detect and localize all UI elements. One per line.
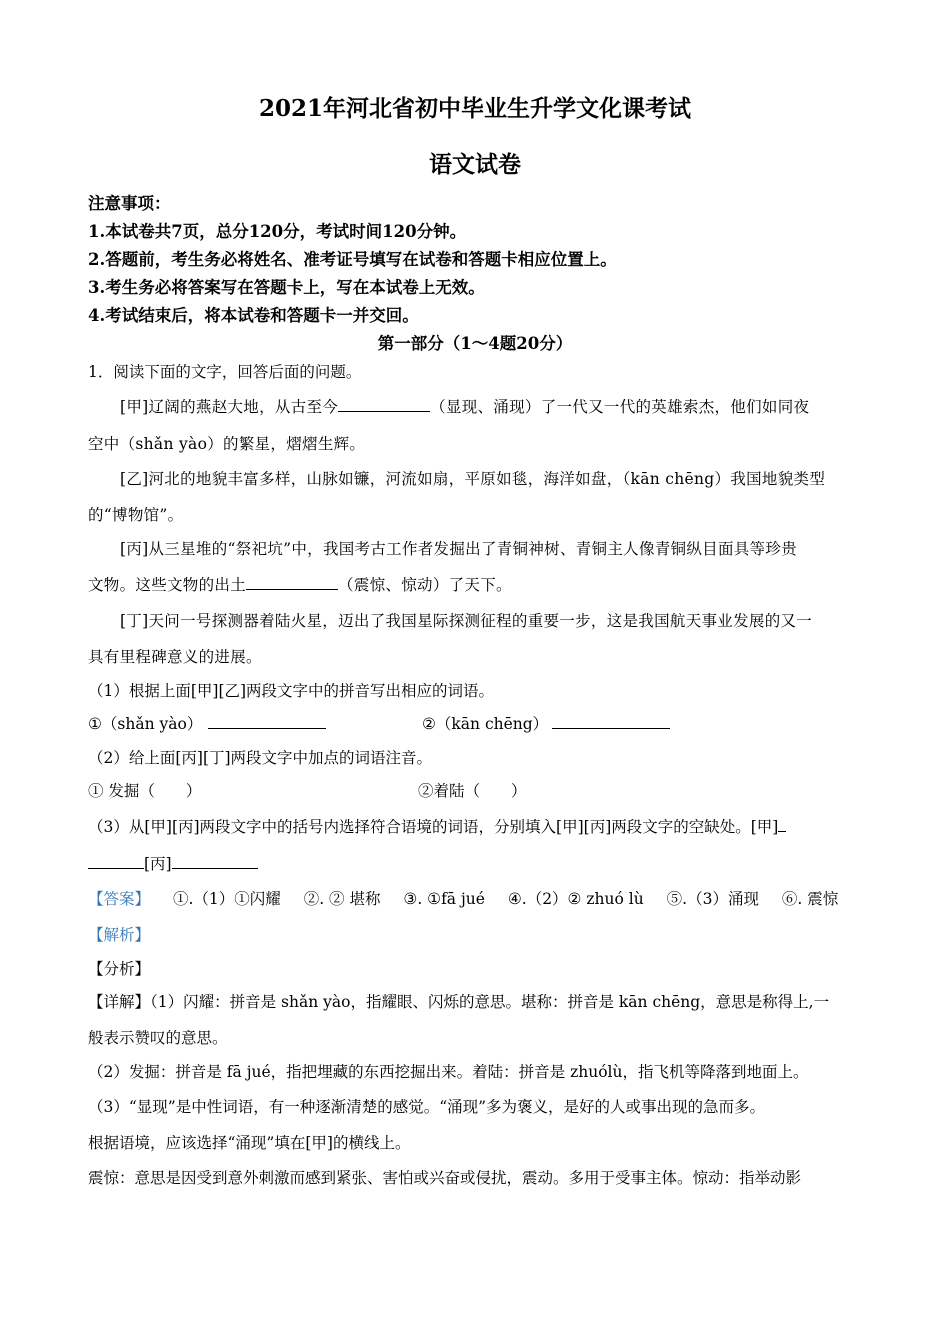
q3-bing-label: [丙] — [144, 855, 172, 873]
blank-q3-jia-start[interactable] — [778, 817, 786, 832]
passage-bing-line-1: [丙]从三星堆的“祭祀坑”中，我国考古工作者发掘出了青铜神树、青铜主人像青铜纵目面具等珍贵 — [120, 540, 797, 558]
exam-title: 2021年河北省初中毕业生升学文化课考试 — [258, 95, 691, 122]
detail-text-1: （1）闪耀：拼音是 shǎn yào，指耀眼、闪烁的意思。堪称：拼音是 kān chēng，意思是称得上,一 — [150, 993, 830, 1011]
sub-question-1-answers — [88, 712, 326, 734]
q1-item-b: ②（kān chēng） — [422, 715, 549, 733]
passage-jia-text-a: [甲]辽阔的燕赵大地，从古至今 — [120, 398, 339, 416]
question-intro: 1．阅读下面的文字，回答后面的问题。 — [88, 363, 362, 381]
detail-line-1 — [88, 990, 829, 1012]
q1-item-a: ①（shǎn yào） — [88, 715, 203, 733]
detail-line-3: （2）发掘：拼音是 fā jué，指把埋藏的东西挖掘出来。着陆：拼音是 zhuólù，指飞机等降落到地面上。 — [88, 1063, 809, 1081]
detail-line-5: 根据语境，应该选择“涌现”填在[甲]的横线上。 — [88, 1134, 411, 1152]
answer-item-5: ⑤.（3）涌现 — [666, 890, 759, 908]
notes-heading: 注意事项： — [88, 194, 171, 213]
answer-label: 【答案】 — [88, 890, 151, 908]
detail-line-6: 震惊：意思是因受到意外刺激而感到紧张、害怕或兴奋或侵扰，震动。多用于受事主体。惊动：指举动影 — [88, 1169, 802, 1187]
detail-label: 【详解】 — [88, 993, 151, 1011]
sub-question-1: （1）根据上面[甲][乙]两段文字中的拼音写出相应的词语。 — [88, 682, 495, 700]
answer-item-2: ②. ② 堪称 — [303, 890, 381, 908]
passage-yi-line-1: [乙]河北的地貌丰富多样，山脉如镰，河流如扇，平原如毯，海洋如盘，（kān chēng）我国地貌类型 — [120, 470, 826, 488]
blank-q1-b[interactable] — [552, 714, 670, 729]
passage-jia-line-2: 空中（shǎn yào）的繁星，熠熠生辉。 — [88, 435, 366, 453]
q3-text: （3）从[甲][丙]两段文字中的括号内选择符合语境的词语，分别填入[甲][丙]两段文字的空缺处。[甲] — [88, 818, 779, 836]
sub-question-3-line-2 — [88, 852, 258, 874]
note-item-2: 2.答题前，考生务必将姓名、准考证号填写在试卷和答题卡相应位置上。 — [88, 250, 617, 269]
blank-bing[interactable] — [246, 575, 338, 590]
blank-q3-bing[interactable] — [172, 854, 258, 869]
answer-item-6: ⑥. 震惊 — [781, 890, 839, 908]
blank-q3-jia[interactable] — [88, 854, 144, 869]
exam-subtitle: 语文试卷 — [429, 151, 521, 178]
q2-item-a: ① 发掘（ ） — [88, 782, 202, 800]
passage-jia-text-b: （显现、涌现）了一代又一代的英雄索杰，他们如同夜 — [430, 398, 810, 416]
q2-item-b: ②着陆（ ） — [418, 782, 527, 800]
blank-q1-a[interactable] — [208, 714, 326, 729]
sub-question-3 — [88, 815, 786, 837]
passage-ding-line-1: [丁]天问一号探测器着陆火星，迈出了我国星际探测征程的重要一步，这是我国航天事业发展的又一 — [120, 612, 813, 630]
passage-bing-text-a: 文物。这些文物的出土 — [88, 576, 247, 594]
analysis-label: 【解析】 — [88, 926, 151, 944]
sub-question-1-answers-b — [422, 712, 670, 734]
passage-bing-text-b: （震惊、惊动）了天下。 — [338, 576, 512, 594]
detail-line-2: 般表示赞叹的意思。 — [88, 1029, 228, 1047]
part-heading: 第一部分（1～4题20分） — [377, 334, 573, 353]
note-item-4: 4.考试结束后，将本试卷和答题卡一并交回。 — [88, 306, 419, 325]
passage-jia-line-1 — [120, 395, 809, 417]
note-item-1: 1.本试卷共7页，总分120分，考试时间120分钟。 — [88, 222, 467, 241]
detail-line-4: （3）“显现”是中性词语，有一种逐渐清楚的感觉。“涌现”多为褒义，是好的人或事出现的急而多。 — [88, 1098, 766, 1116]
sub-question-2: （2）给上面[丙][丁]两段文字中加点的词语注音。 — [88, 749, 433, 767]
answer-row — [88, 887, 838, 909]
answer-item-4: ④.（2）② zhuó lù — [507, 890, 644, 908]
answer-item-1: ①.（1）①闪耀 — [172, 890, 281, 908]
passage-bing-line-2 — [88, 573, 512, 595]
note-item-3: 3.考生务必将答案写在答题卡上，写在本试卷上无效。 — [88, 278, 485, 297]
passage-ding-line-2: 具有里程碑意义的进展。 — [88, 648, 262, 666]
blank-jia[interactable] — [338, 397, 430, 412]
fenxi-label: 【分析】 — [88, 960, 151, 978]
answer-item-3: ③. ①fā jué — [403, 890, 485, 908]
passage-yi-line-2: 的“博物馆”。 — [88, 506, 184, 524]
